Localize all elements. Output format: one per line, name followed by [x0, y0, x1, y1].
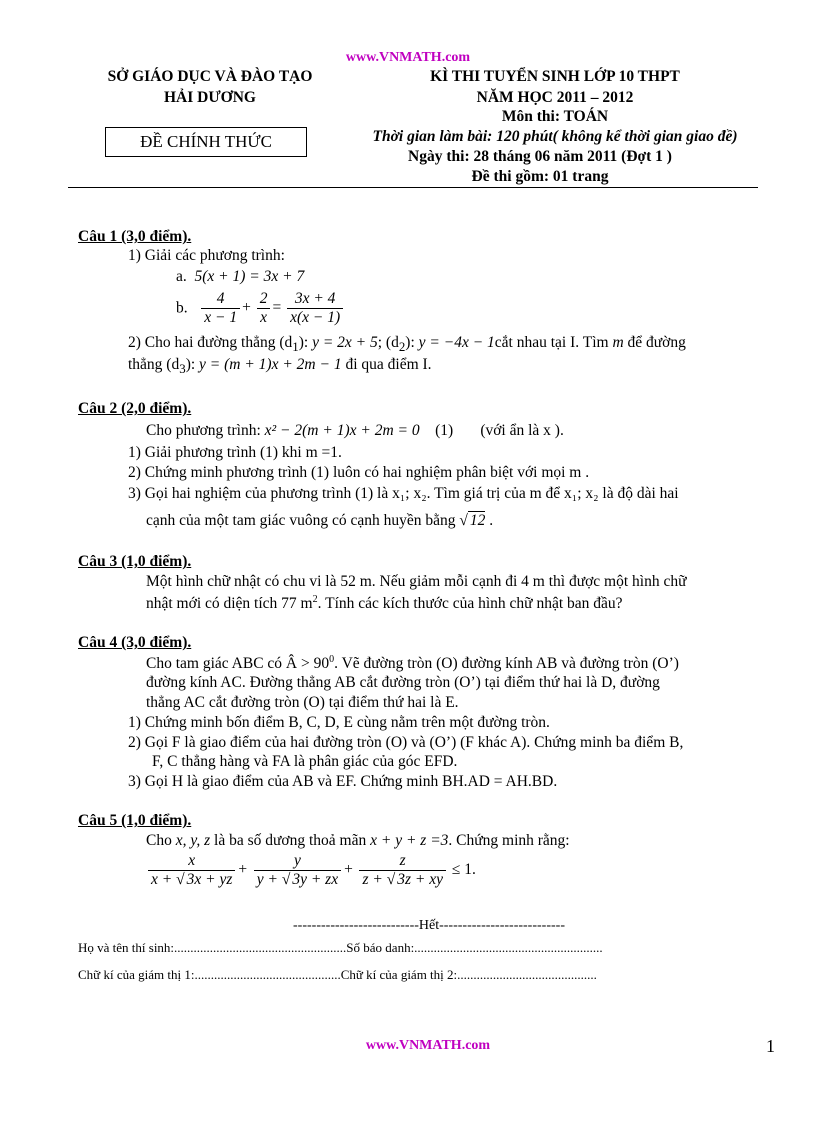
end-line: ---------------------------Hết---------------------------: [293, 918, 565, 933]
q4-item2-line2: F, C thẳng hàng và FA là phân giác của góc EFD.: [152, 753, 458, 770]
q4-line2: đường kính AC. Đường thẳng AB cắt đường tròn (O’) tại điểm thứ hai là D, đường: [146, 674, 660, 691]
q4-item2-line1: 2) Gọi F là giao điểm của hai đường tròn (O) và (O’) (F khác A). Chứng minh ba điểm B,: [128, 734, 684, 751]
q3-line2: nhật mới có diện tích 77 $m^2$. Tính các kích thước của hình chữ nhật ban đầu?: [146, 594, 623, 613]
q4-item1: 1) Chứng minh bốn điểm B, C, D, E cùng nằm trên một đường tròn.: [128, 714, 550, 731]
page-count: Đề thi gồm: 01 trang: [471, 168, 609, 185]
website-bottom[interactable]: www.VNMATH.com: [365, 1038, 491, 1053]
q5-title: Câu 5 (1,0 điểm).: [78, 812, 192, 829]
q1-b: b. $\frac{4}{x - 1}$ + $\frac{2}{x}$ = $\frac{3x + 4}{x(x - 1)}$: [176, 290, 345, 327]
q3-line1: Một hình chữ nhật có chu vi là 52 m. Nếu giảm mỗi cạnh đi 4 m thì được một hình chữ: [146, 573, 687, 590]
q3-title: Câu 3 (1,0 điểm).: [78, 553, 192, 570]
header-divider: [68, 187, 758, 188]
q2-item3-line2: cạnh của một tam giác vuông có cạnh huyền bằng √ 12 .: [146, 512, 494, 529]
sqrt-12: 12: [469, 512, 486, 529]
official-label: ĐỀ CHÍNH THỨC: [105, 127, 307, 157]
q5-inequality: $\frac{x}{x + √ 3x + yz}$ + $\frac{y}{y + √ 3y + zx}$ + $\frac{z}{z + √ 3z + xy}$ ≤ 1.: [146, 852, 476, 889]
q2-item2: 2) Chứng minh phương trình (1) luôn có hai nghiệm phân biệt với mọi m .: [128, 464, 590, 481]
q4-line1: Cho tam giác ABC có Â > $90^0$. Vẽ đường tròn (O) đường kính AB và đường tròn (O’): [146, 654, 679, 673]
q4-line3: thẳng AC cắt đường tròn (O) tại điểm thứ hai là E.: [146, 694, 459, 711]
q1-part2-line2: thẳng $(d_3)$: y = (m + 1)x + 2m − 1 đi qua điểm I.: [128, 356, 432, 377]
duration: Thời gian làm bài: 120 phút( không kể thời gian giao đề): [372, 128, 738, 145]
q1-part2-line1: 2) Cho hai đường thẳng $(d_1)$: y = 2x + 5; $(d_2)$: y = −4x − 1cắt nhau tại I. Tìm m để đường: [128, 334, 686, 355]
q1-title: Câu 1 (3,0 điểm).: [78, 228, 192, 245]
exam-date: Ngày thi: 28 tháng 06 năm 2011 (Đợt 1 ): [408, 148, 672, 165]
exam-title: KÌ THI TUYỂN SINH LỚP 10 THPT: [430, 68, 680, 85]
page-number: 1: [766, 1036, 775, 1056]
q2-title: Câu 2 (2,0 điểm).: [78, 400, 192, 417]
department-name: SỞ GIÁO DỤC VÀ ĐÀO TẠO: [107, 68, 313, 85]
province-name: HẢI DƯƠNG: [164, 89, 256, 106]
school-year: NĂM HỌC 2011 – 2012: [476, 89, 634, 106]
subject: Môn thi: TOÁN: [501, 108, 609, 125]
q4-title: Câu 4 (3,0 điểm).: [78, 634, 192, 651]
q4-item3: 3) Gọi H là giao điểm của AB và EF. Chứng minh BH.AD = AH.BD.: [128, 773, 558, 790]
q5-line1: Cho x, y, z là ba số dương thoả mãn x + y + z =3. Chứng minh rằng:: [146, 832, 570, 849]
q1-part1: 1) Giải các phương trình:: [128, 247, 285, 264]
website-top[interactable]: www.VNMATH.com: [345, 50, 471, 65]
invigilator-signature-line: Chữ kí của giám thị 1:.............................................Chữ kí của giám thị 2:...........................................: [78, 967, 597, 982]
q2-item1: 1) Giải phương trình (1) khi m =1.: [128, 444, 342, 461]
q2-intro: Cho phương trình: x² − 2(m + 1)x + 2m = 0 (1) (với ẩn là x ).: [146, 422, 564, 439]
q1-a: a. 5(x + 1) = 3x + 7: [176, 268, 305, 285]
q2-item3-line1: 3) Gọi hai nghiệm của phương trình (1) là x₁; x₂. Tìm giá trị của m để x₁; x₂ là độ dài hai: [128, 485, 679, 502]
candidate-name-line: Họ và tên thí sinh:.....................................................Số báo danh:..........................................................: [78, 940, 603, 955]
